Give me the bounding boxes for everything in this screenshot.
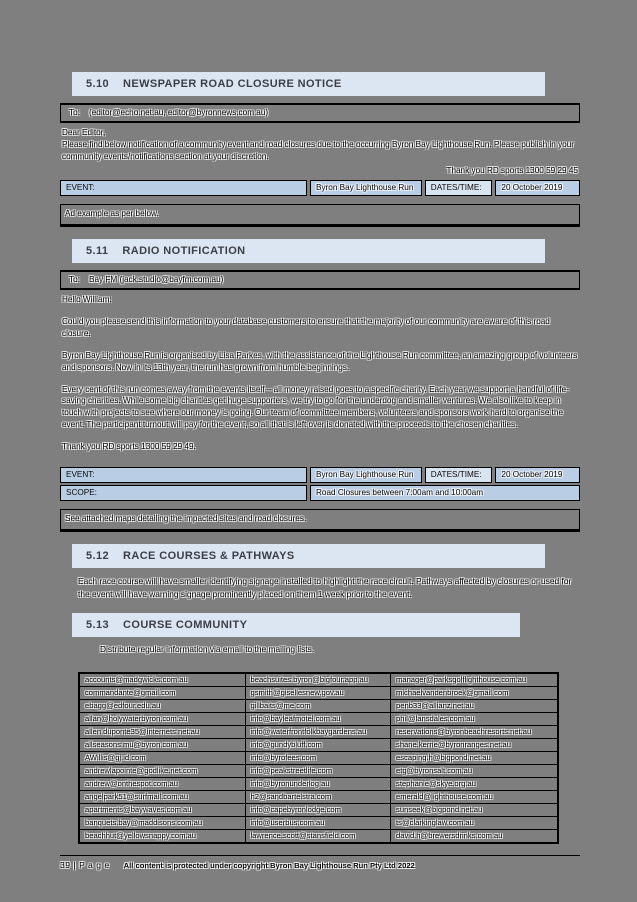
salutation: Dear Editor, (62, 127, 106, 137)
section-header-5-13 (72, 613, 520, 637)
section-header-5-12 (72, 544, 545, 568)
table-row (79, 803, 558, 816)
newspaper-notice-table (60, 103, 580, 227)
table-row (79, 673, 558, 687)
email-cell: escaping.h@bigpond.net.au (391, 751, 558, 764)
scope-label: SCOPE: (60, 485, 307, 501)
email-cell: reservations@byronbeachresorts.net.au (391, 725, 558, 738)
radio-paragraph-2: Byron Bay Lighthouse Run is organised by Lisa Parkes, with the assistance of the Lighthouse Run committee, an amazing group of volunteers and sponsors. Now in its 13th year, the run has grown from humble beginnings. (62, 350, 578, 372)
to-line: To: (editor@echo.net.au, editor@byronnews.com.au) (60, 103, 580, 123)
email-cell: banquets.bay@maddisons.com.au (79, 816, 245, 829)
email-cell: shane.kerrie@byronranges.net.au (391, 738, 558, 751)
mailing-lists-intro: Distribute regular information via email to the mailing lists. (100, 643, 315, 654)
email-cell: info@bayleafmotel.com.au (245, 712, 391, 725)
thanks-line: Thank you RD sports 1300 59 29 49. (62, 442, 196, 452)
table-row (79, 751, 558, 764)
email-cell: michaelvandenbroek@gmail.com (391, 686, 558, 699)
section-number: 5.13 (86, 618, 110, 631)
to-line: To: Bay FM (jack.studio@bayfm.com.au) (60, 270, 580, 290)
salutation: Hello William: (62, 295, 112, 305)
email-cell: sunseek@bigpond.net.au (391, 803, 558, 816)
email-cell: accounts@madgwicks.com.au (79, 673, 245, 687)
email-cell: allseasons.mu@byron.com.au (79, 738, 245, 751)
email-cell: stephanie@skye.org.au (391, 777, 558, 790)
section-number: 5.10 (86, 78, 110, 90)
email-cell: info@capebyronlodge.com (245, 803, 391, 816)
email-cell: info@waterfrontfolkbaygardens.au (245, 725, 391, 738)
email-cell: allan@holywaterbyron.com.au (79, 712, 245, 725)
event-label: EVENT: (60, 467, 307, 483)
table-row (79, 686, 558, 699)
event-field-row (60, 180, 580, 196)
event-label: EVENT: (60, 180, 307, 196)
thanks-line: Thank you RD sports 1300 59 29 45 (446, 165, 578, 175)
email-cell: gsmith@gisellesnew.gov.au (245, 686, 391, 699)
email-cell: commandante@gmail.com (79, 686, 245, 699)
dates-label: DATES/TIME: (425, 467, 493, 483)
email-cell: beachsuites.byron@bigfour.app.au (245, 673, 391, 687)
email-cell: gillbaits@me.com (245, 699, 391, 712)
section-title: RACE COURSES & PATHWAYS (123, 549, 295, 562)
email-cell: info@peakstreetlife.com (245, 764, 391, 777)
email-cell: ts@clarkinglaw.com.au (391, 816, 558, 829)
section-title: NEWSPAPER ROAD CLOSURE NOTICE (123, 78, 342, 90)
race-courses-paragraph: Each race course will have smaller identifying signage installed to highlight the race circuit. Pathways affected by closures or used for the event will have warning signage prominently placed on them 1 week prior to the event. (78, 575, 572, 599)
radio-notice-table (60, 270, 580, 531)
email-cell: david.h@brewersdrinks.com.au (391, 829, 558, 843)
table-row (79, 790, 558, 803)
table-row (79, 725, 558, 738)
radio-paragraph-3: Every cent of this run comes away from the events itself – all money raised goes to a specific charity. Each year we support a handful of life-saving charities. While some big charities get huge supporters, we try to go for the underdog and smaller ventures. We also like to keep in touch with projects to see where our money is going. Our team of committee members, volunteers and sponsors work hard to organise the event. The participant turnout will pay for the event, so all that is left over is donated with the proceeds to the chosen charities. (62, 384, 569, 430)
email-cell: allen.duponte35@internets.net.au (79, 725, 245, 738)
email-cell: h2@sandbartelstra.com (245, 790, 391, 803)
table-row (79, 777, 558, 790)
email-cell: phil@lansdales.com.au (391, 712, 558, 725)
page-number: 39 | P a g e (60, 859, 110, 870)
table-row (79, 712, 558, 725)
email-cell: andrew@onthespot.com.au (79, 777, 245, 790)
section-number: 5.12 (86, 549, 110, 562)
email-cell: penb33@allianz.net.au (391, 699, 558, 712)
email-cell: apartments@baywaves.com.au (79, 803, 245, 816)
radio-paragraph-1: Could you please send this information to your database customers to ensure that the majority of our community are aware of this road closure. (62, 317, 550, 338)
table-row (79, 829, 558, 843)
email-cell: manager@parksgolflighthouse.com.au (391, 673, 558, 687)
section-header-5-11 (72, 239, 545, 263)
event-field-row (60, 467, 580, 483)
event-value: Byron Bay Lighthouse Run (310, 467, 422, 483)
table-row (79, 764, 558, 777)
scope-field-row (60, 485, 580, 501)
section-title: RADIO NOTIFICATION (122, 245, 246, 258)
copyright-notice: All content is protected under copyright Byron Bay Lighthouse Run Pty Ltd 2022 (123, 860, 415, 870)
section-header-5-10 (72, 72, 545, 96)
email-cell: info@byrofees.com (245, 751, 391, 764)
table-row (79, 816, 558, 829)
page-footer (60, 855, 580, 870)
dates-value: 20 October 2019 (495, 467, 580, 483)
event-value: Byron Bay Lighthouse Run (310, 180, 422, 196)
email-cell: beachhut@yellowsnappy.com.au (79, 829, 245, 843)
maps-note: See attached maps detailing the impacted sites and road closures. (60, 509, 580, 532)
table-row (79, 699, 558, 712)
dates-value: 20 October 2019 (495, 180, 580, 196)
notice-body: Please find below notification of a community event and road closures due to the occurring Byron Bay Lighthouse Run. Please publish in your community events/notifications section at your discretion. (62, 139, 575, 161)
scope-value: Road Closures between 7:00am and 10:00am (310, 485, 580, 501)
email-cell: lawrence.scott@stansfield.com (245, 829, 391, 843)
section-number: 5.11 (86, 245, 109, 258)
dates-label: DATES/TIME: (425, 180, 493, 196)
email-cell: etg@byronsalt.com.au (391, 764, 558, 777)
email-cell: emerald@lighthouse.com.au (391, 790, 558, 803)
email-cell: angelpark51@surfmail.com.au (79, 790, 245, 803)
email-cell: andrewlapointe@godlike.net.com (79, 764, 245, 777)
email-cell: info@byronunderlog.au (245, 777, 391, 790)
email-cell: info@gundybluff.com (245, 738, 391, 751)
table-row (79, 738, 558, 751)
email-cell: info@userbus.com.au (245, 816, 391, 829)
section-title: COURSE COMMUNITY (123, 618, 248, 631)
email-cell: AWillis@gj.id.com (79, 751, 245, 764)
email-cell: ebagg@edfour.edu.au (79, 699, 245, 712)
mailing-list-table (78, 672, 559, 844)
ad-example-note: Ad example as per below. (60, 204, 580, 227)
